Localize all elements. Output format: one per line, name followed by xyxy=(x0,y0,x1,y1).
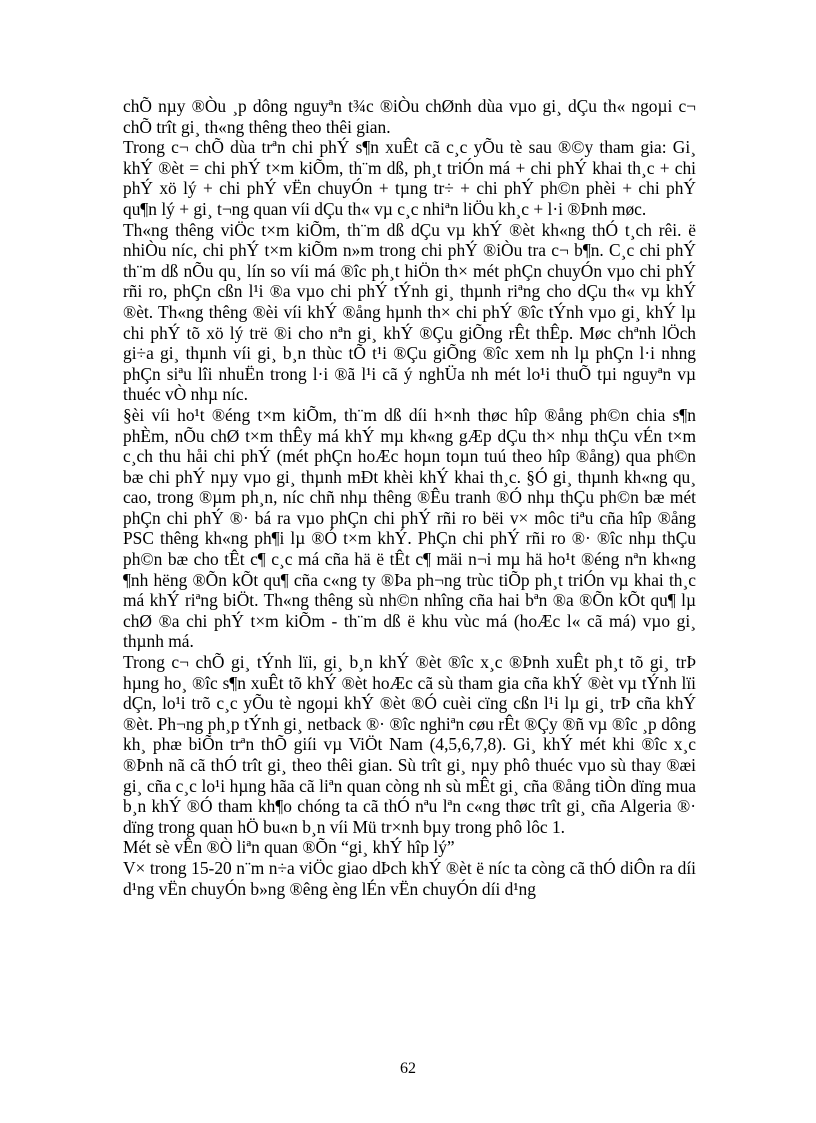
document-body xyxy=(123,96,696,899)
paragraph-7: V× trong 15-20 n¨m n÷a viÖc giao dÞch khÝ ®èt ë níc ta còng cã thÓ diÔn ra díi d¹ng vËn chuyÓn b»ng ®êng èng lÉn vËn chuyÓn díi d¹ng xyxy=(123,857,696,899)
paragraph-1: chÕ nµy ®Òu ¸p dông nguyªn t¾c ®iÒu chØnh dùa vµo gi¸ dÇu th« ngoµi c¬ chÕ trît gi¸ th«ng thêng theo thêi gian. xyxy=(123,96,696,137)
paragraph-5: Trong c¬ chÕ gi¸ tÝnh lïi, gi¸ b¸n khÝ ®èt ®îc x¸c ®Þnh xuÊt ph¸t tõ gi¸ trÞ hµng ho¸ ®îc s¶n xuÊt tõ khÝ ®èt hoÆc cã sù tham gia cña khÝ ®èt vµ tÝnh lïi dÇn, lo¹i trõ c¸c yÕu tè ngoµi khÝ ®èt ®Ó cuèi cïng cßn l¹i lµ gi¸ trÞ cña khÝ ®èt. Ph¬ng ph¸p tÝnh gi¸ netback ®· ®îc nghiªn cøu rÊt ®Çy ®ñ vµ ®îc ¸p dông kh¸ phæ biÕn trªn thÕ giíi vµ ViÖt Nam (4,5,6,7,8). Gi¸ khÝ mét khi ®îc x¸c ®Þnh nã cã thÓ trît gi¸ theo thêi gian. Sù trît gi¸ nµy phô thuéc vµo sù thay ®æi gi¸ cña c¸c lo¹i hµng hãa cã liªn quan còng nh sù mÊt gi¸ cña ®ång tiÒn dïng mua b¸n khÝ ®Ó tham kh¶o chóng ta cã thÓ nªu lªn c«ng thøc trît gi¸ cña Algeria ®· dïng trong quan hÖ bu«n b¸n víi Mü tr×nh bµy trong phô lôc 1. xyxy=(123,652,696,837)
paragraph-3: Th«ng thêng viÖc t×m kiÕm, th¨m dß dÇu vµ khÝ ®èt kh«ng thÓ t¸ch rêi. ë nhiÒu níc, chi phÝ t×m kiÕm n»m trong chi phÝ ®iÒu tra c¬ b¶n. C¸c chi phÝ th¨m dß nÕu qu¸ lín so víi má ®îc ph¸t hiÖn th× mét phÇn chuyÓn vµo chi phÝ rñi ro, phÇn cßn l¹i ®a vµo chi phÝ tÝnh gi¸ thµnh riªng cho dÇu th« vµ khÝ ®èt. Th«ng thêng ®èi víi khÝ ®ång hµnh th× chi phÝ ®îc tÝnh vµo gi¸ khÝ lµ chi phÝ tõ xö lý trë ®i cho nªn gi¸ khÝ ®Çu giÕng rÊt thÊp. Møc chªnh lÖch gi÷a gi¸ thµnh víi gi¸ b¸n thùc tÕ t¹i ®Çu giÕng ®îc xem nh lµ phÇn l·i nhng phÇn siªu lîi nhuËn trong l·i ®ã l¹i cã ý nghÜa nh mét lo¹i thuÕ tµi nguyªn vµ thuéc vÒ nhµ níc. xyxy=(123,219,696,405)
paragraph-6-heading: Mét sè vÊn ®Ò liªn quan ®Õn “gi¸ khÝ hîp lý” xyxy=(123,837,455,858)
paragraph-2: Trong c¬ chÕ dùa trªn chi phÝ s¶n xuÊt cã c¸c yÕu tè sau ®©y tham gia: Gi¸ khÝ ®èt = chi phÝ t×m kiÕm, th¨m dß, ph¸t triÓn má + chi phÝ khai th¸c + chi phÝ xö lý + chi phÝ vËn chuyÓn + tµng tr÷ + chi phÝ ph©n phèi + chi phÝ qu¶n lý + gi¸ t¬ng quan víi dÇu th« vµ c¸c nhiªn liÖu kh¸c + l·i ®Þnh møc. xyxy=(123,137,696,219)
paragraph-4: §èi víi ho¹t ®éng t×m kiÕm, th¨m dß díi h×nh thøc hîp ®ång ph©n chia s¶n phÈm, nÕu chØ t×m thÊy má khÝ mµ kh«ng gÆp dÇu th× nhµ thÇu vÉn t×m c¸ch thu håi chi phÝ (mét phÇn hoÆc hoµn toµn tuú theo hîp ®ång) qua ph©n bæ chi phÝ nµy vµo gi¸ thµnh mÐt khèi khÝ khai th¸c. §Ó gi¸ thµnh kh«ng qu¸ cao, trong ®µm ph¸n, níc chñ nhµ thêng ®Êu tranh ®Ó nhµ thÇu ph©n bæ mét phÇn chi phÝ ®· bá ra vµo phÇn chi phÝ rñi ro bëi v× môc tiªu cña hîp ®ång PSC thêng kh«ng ph¶i lµ ®Ó t×m khÝ. PhÇn chi phÝ rñi ro ®· ®îc nhµ thÇu ph©n bæ cho tÊt c¶ c¸c má cña hä ë tÊt c¶ mäi n¬i mµ hä ho¹t ®éng nªn kh«ng ¶nh hëng ®Õn kÕt qu¶ cña c«ng ty ®Þa ph¬ng trùc tiÕp ph¸t triÓn vµ khai th¸c má khÝ riªng biÖt. Th«ng thêng sù nh©n nhîng cña hai bªn ®a ®Õn kÕt qu¶ lµ chØ ®a chi phÝ t×m kiÕm - th¨m dß ë khu vùc má (hoÆc l« cã má) vµo gi¸ thµnh má. xyxy=(123,404,696,652)
page-number: 62 xyxy=(400,1060,416,1077)
